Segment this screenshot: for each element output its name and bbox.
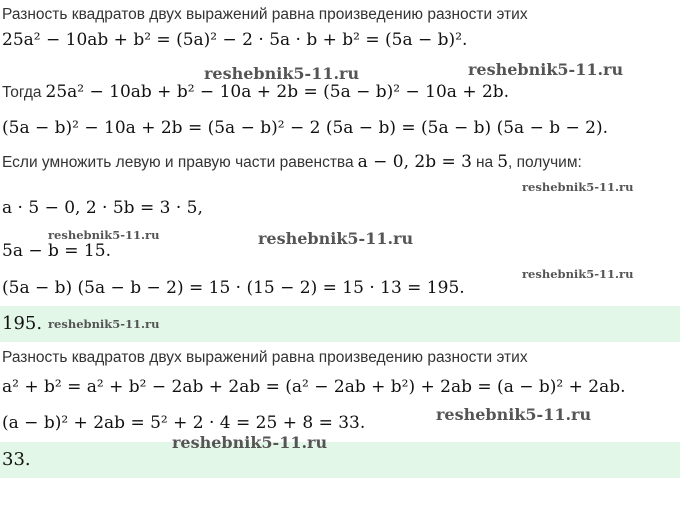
- answer-value-2: 33.: [2, 449, 31, 470]
- multiply-text-b: на: [476, 154, 494, 171]
- multiply-row: [2, 152, 582, 172]
- equation-7: a² + b² = a² + b² − 2ab + 2ab = (a² − 2ab + b²) + 2ab = (a − b)² + 2ab.: [2, 377, 626, 397]
- watermark: reshebnik5-11.ru: [48, 317, 160, 331]
- equation-4: a · 5 − 0, 2 · 5b = 3 · 5,: [2, 198, 203, 218]
- intro-text-2: Разность квадратов двух выражений равна произведению разности этих: [2, 349, 528, 366]
- then-equation-row: [2, 82, 509, 102]
- multiply-text-a: Если умножить левую и правую части равенства: [2, 154, 354, 171]
- then-label: Тогда: [2, 84, 42, 101]
- answer-box-2: [0, 442, 680, 478]
- multiply-expr: a − 0, 2b = 3: [357, 152, 472, 172]
- watermark: reshebnik5-11.ru: [258, 229, 414, 248]
- multiply-num: 5: [497, 152, 509, 172]
- equation-6: (5a − b) (5a − b − 2) = 15 · (15 − 2) = 15 · 13 = 195.: [2, 278, 465, 298]
- equation-8: (a − b)² + 2ab = 5² + 2 · 4 = 25 + 8 = 33.: [2, 413, 366, 433]
- equation-2: 25a² − 10ab + b² − 10a + 2b = (5a − b)² − 10a + 2b.: [45, 82, 510, 102]
- answer-value-1: 195.: [2, 313, 43, 334]
- watermark: reshebnik5-11.ru: [48, 228, 160, 242]
- equation-3: (5a − b)² − 10a + 2b = (5a − b)² − 2 (5a − b) = (5a − b) (5a − b − 2).: [2, 118, 608, 138]
- equation-5: 5a − b = 15.: [2, 241, 111, 261]
- multiply-text-c: , получим:: [508, 154, 582, 171]
- watermark: reshebnik5-11.ru: [436, 405, 592, 424]
- equation-1: 25a² − 10ab + b² = (5a)² − 2 · 5a · b + b² = (5a − b)².: [2, 30, 468, 50]
- watermark: reshebnik5-11.ru: [204, 64, 360, 83]
- watermark: reshebnik5-11.ru: [522, 180, 634, 194]
- watermark: reshebnik5-11.ru: [522, 267, 634, 281]
- watermark: reshebnik5-11.ru: [172, 433, 328, 452]
- watermark: reshebnik5-11.ru: [468, 60, 624, 79]
- intro-text-1: Разность квадратов двух выражений равна произведению разности этих: [2, 6, 528, 23]
